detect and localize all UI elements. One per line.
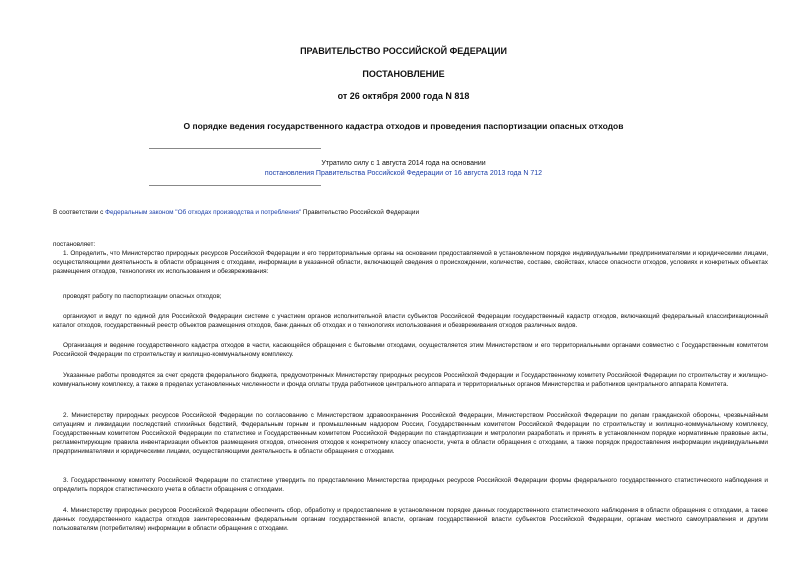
paragraph-3: организуют и ведут по единой для Российской Федерации системе с участием органов исполнительной власти субъектов Российской Федерации государственный кадастр отходов, включающий федеральный классификационный каталог отходов, государственный реестр объектов размещения отходов, банк данных об отходах и о технологиях использования и обезвреживания отходов различных видов. (53, 313, 768, 329)
government-heading: ПРАВИТЕЛЬСТВО РОССИЙСКОЙ ФЕДЕРАЦИИ (300, 46, 507, 56)
separator-top (149, 148, 321, 149)
federal-law-link[interactable]: Федеральным законом "Об отходах производства и потребления" (105, 209, 302, 216)
paragraph-8: 4. Министерству природных ресурсов Российской Федерации обеспечить сбор, обработку и предоставление в установленном порядке данных государственного статистического наблюдения в области обращения с отходами, а также данных государственного кадастра отходов заинтересованным федеральным органам государственной власти, органам государственной власти субъектов Российской Федерации, органам местного самоуправления и другим пользователям (потребителям) информации в области обращения с отходами. (53, 507, 768, 532)
document-type: ПОСТАНОВЛЕНИЕ (362, 69, 445, 79)
paragraph-2: проводят работу по паспортизации опасных отходов; (63, 293, 222, 300)
status-note-link-line (0, 169, 807, 178)
paragraph-6: 2. Министерству природных ресурсов Российской Федерации по согласованию с Министерством здравоохранения Российской Федерации, Министерством Российской Федерации по делам гражданской обороны, чрезвычайным ситуациям и ликвидации последствий стихийных бедствий, Федеральным горным и промышленным надзором России, Государственным комитетом Российской Федерации по строительству и жилищно-коммунальному комплексу, Государственным комитетом Российской Федерации по статистике и Государственным комитетом Российской Федерации по стандартизации и метрологии разработать и принять в установленном порядке нормативные правовые акты, регламентирующие правила инвентаризации объектов размещения отходов, отнесения отходов к конкретному классу опасности, учета в области обращения с отходами, а также порядок предоставления информации индивидуальными предпринимателями и юридическими лицами, осуществляющими деятельность в области обращения с отходами. (53, 412, 768, 455)
document-date-number: от 26 октября 2000 года N 818 (337, 91, 470, 101)
preamble-prefix: В соответствии с (53, 209, 106, 216)
preamble (53, 208, 768, 217)
repeal-decree-link[interactable]: постановления Правительства Российской Федерации от 16 августа 2013 года N 712 (264, 170, 543, 177)
paragraph-1: 1. Определить, что Министерство природных ресурсов Российской Федерации и его территориальные органы на основании предоставляемой в установленном порядке индивидуальными предпринимателями и юридическими лицами, осуществляющими деятельность в области обращения с отходами, информации в указанной области, включающей сведения о происхождении, количестве, составе, свойствах, классе опасности отходов, условиях и конкретных объектах размещения отходов, технологиях их использования и обезвреживания: (53, 250, 768, 275)
paragraph-4: Организация и ведение государственного кадастра отходов в части, касающейся обращения с бытовыми отходами, осуществляется этим Министерством и его территориальными органами совместно с Государственным комитетом Российской Федерации по строительству и жилищно-коммунальному комплексу. (53, 342, 768, 358)
resolves-word: постановляет: (53, 241, 96, 248)
paragraph-7: 3. Государственному комитету Российской Федерации по статистике утвердить по представлению Министерства природных ресурсов Российской Федерации формы федерального государственного статистического наблюдения и определить порядок статистического учета в области обращения с отходами. (53, 477, 768, 493)
document-subject: О порядке ведения государственного кадастра отходов и проведения паспортизации опасных отходов (183, 121, 624, 131)
paragraph-5: Указанные работы проводятся за счет средств федерального бюджета, предусмотренных Министерству природных ресурсов Российской Федерации и Государственному комитету Российской Федерации по строительству и жилищно-коммунальному комплексу, а также в пределах установленных численности и фонда оплаты труда работников центрального аппарата и территориальных органов Министерства и работников центрального аппарата Комитета. (53, 372, 768, 388)
status-note: Утратило силу с 1 августа 2014 года на основании (321, 160, 486, 167)
preamble-suffix: Правительство Российской Федерации (301, 209, 420, 216)
separator-bottom (149, 185, 321, 186)
